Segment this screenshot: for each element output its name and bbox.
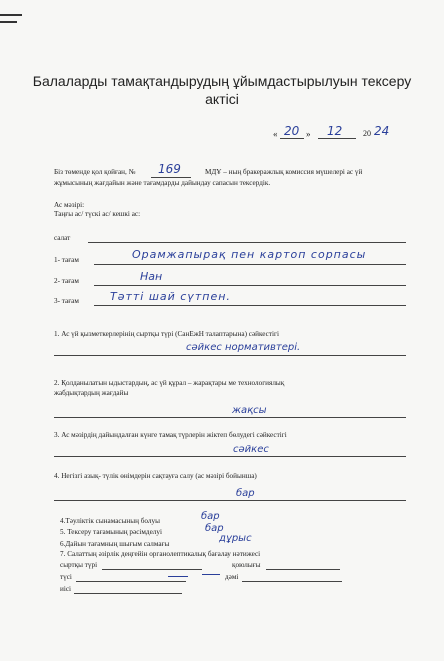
menu-heading: Ас мәзірі: [54,201,85,209]
q3-answer: сәйкес [233,444,269,455]
corner-mark [0,14,22,16]
taste-dash [202,574,220,575]
item-5-text: 5. Тексеру тағамының рәсімделуі [60,528,162,536]
dish-2-line [94,285,406,286]
q4-answer: бар [236,488,255,499]
date-month-line [318,138,356,139]
color-dash [168,576,188,577]
intro-line-1-start: Біз төменде қол қойған, № [54,168,136,176]
date-month: 12 [327,124,343,138]
smell-line [74,593,182,594]
dish-3-value: Тәтті шай сүтпен. [110,290,231,303]
dish-3-label: 3- тағам [54,297,79,305]
dish-1-line [94,264,406,265]
appearance-line [102,569,202,570]
title-line-2: актісі [205,91,239,107]
item-6-text: 6.Дайын тағамның шығым салмағы [60,540,170,548]
number-underline [151,177,191,178]
q2-line-2: жабдықтардың жағдайы [54,389,129,397]
salad-line [88,242,406,243]
dish-2-value: Нан [140,270,163,283]
q4-line [54,500,406,501]
title-line-1: Балаларды тамақтандырудың ұйымдастырылуын тексеру [32,73,412,89]
date-year-suffix: 24 [374,124,390,138]
consistency-label: қоюлығы [232,561,261,569]
color-line [76,581,186,582]
item-4-answer: бар [201,511,220,522]
date-day-line [280,138,304,139]
q4-text: 4. Негізгі азық- түлік өнімдерін сақтауға салу (ас мәзірі бойынша) [54,472,257,480]
q2-line [54,417,406,418]
q3-text: 3. Ас мәзірдің дайындалған күнге тамақ түрлерін жіктеп бөлудегі сәйкестігі [54,431,287,439]
taste-label: дәмі [225,573,239,581]
institution-number: 169 [158,162,181,176]
dish-3-line [94,305,406,306]
item-4-text: 4.Тәуліктік сынамасының болуы [60,517,160,525]
item-6-answer: дұрыс [219,533,252,544]
date-close-quote: » [306,129,311,139]
q3-line [54,456,406,457]
item-5-answer: бар [205,523,224,534]
q2-answer: жақсы [232,405,267,416]
q1-line [54,355,406,356]
meals-label: Таңғы ас/ түскі ас/ кешкі ас: [54,210,141,218]
color-label: түсі [60,573,72,581]
date-open-quote: « [273,129,278,139]
dish-1-label: 1- тағам [54,256,79,264]
corner-mark [0,21,17,23]
appearance-label: сыртқы түрі [60,561,98,569]
q1-text: 1. Ас үй қызметкерлерінің сыртқы түрі (СанЕжН талаптарына) сәйкестігі [54,330,279,338]
consistency-line [266,569,340,570]
taste-line [242,581,342,582]
salad-label: салат [54,234,71,242]
date-year-prefix: 20 [363,129,371,138]
smell-label: иісі [60,585,72,593]
intro-line-2: жұмысының жағдайын және тағамдарды дайындау сапасын тексердік. [54,179,271,187]
date-day: 20 [284,124,300,138]
q2-line-1: 2. Қолданылатын ыдыстардың, ас үй құрал – жарақтары ме технологиялық [54,379,285,387]
document-title [0,72,444,108]
q1-answer: сәйкес нормативтері. [186,342,301,353]
item-7-text: 7. Салаттың әзірлік деңгейін органолептикалық бағалау нәтижесі [60,550,261,558]
intro-line-1-end: МДҰ – ның бракеражлық комиссия мүшелері ас үй [205,168,363,176]
dish-2-label: 2- тағам [54,277,79,285]
dish-1-value: Орамжапырақ пен картоп сорпасы [132,248,367,261]
